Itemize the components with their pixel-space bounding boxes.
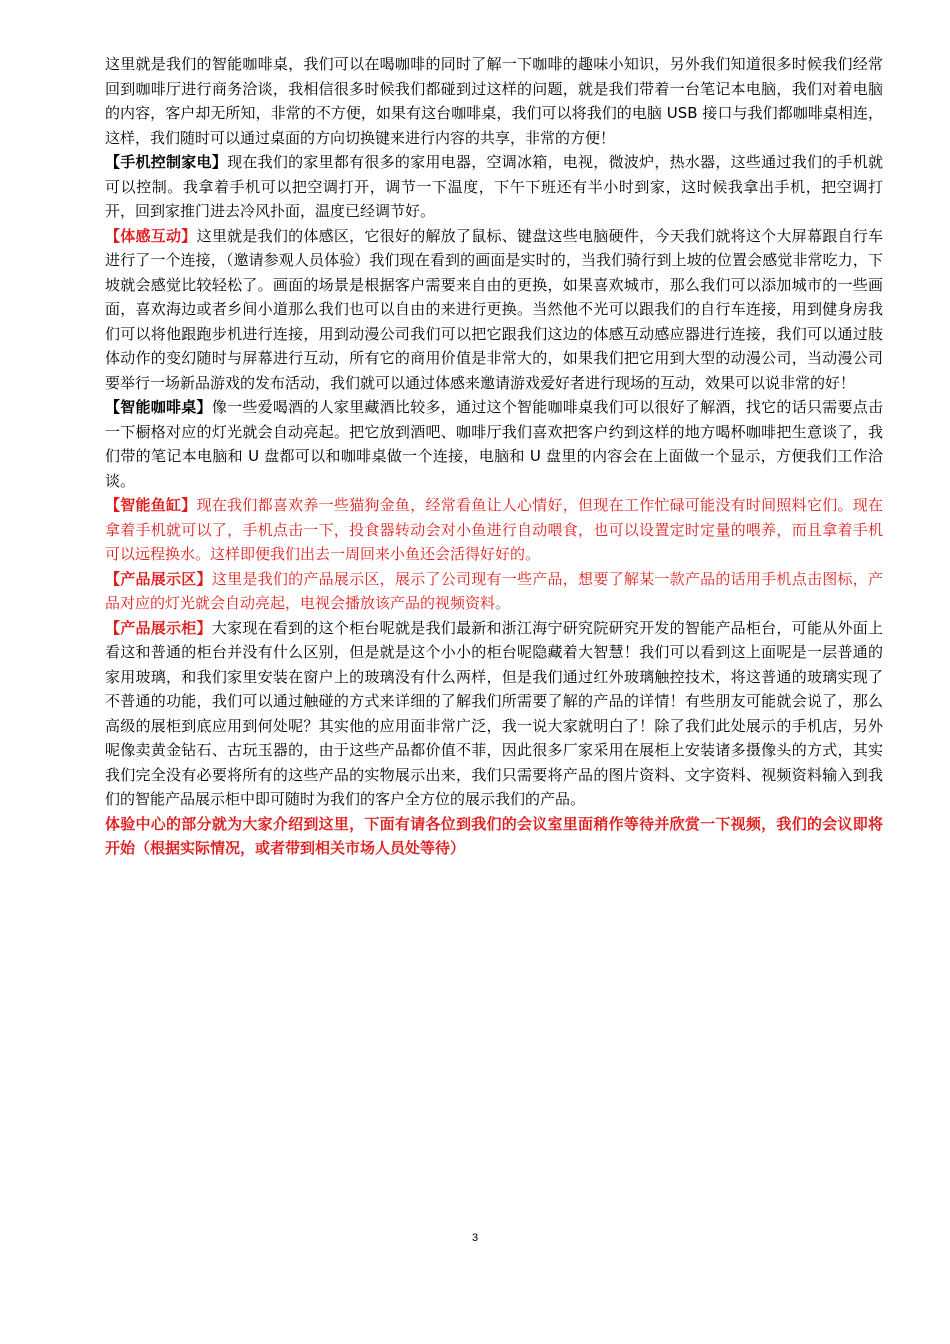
paragraph-smart-coffee-table	[105, 395, 883, 493]
paragraph-phone-control-appliances	[105, 150, 883, 224]
section-heading: 【产品展示柜】	[105, 618, 212, 637]
paragraph-text: 这里就是我们的智能咖啡桌，我们可以在喝咖啡的同时了解一下咖啡的趣味小知识，另外我们知道很多时候我们经常回到咖啡厅进行商务洽谈，我相信很多时候我们都碰到过这样的问题，就是我们带着一台笔记本电脑，我们对着电脑的内容，客户却无所知，非常的不方便，如果有这台咖啡桌，我们可以将我们的电脑 USB 接口与我们都咖啡桌相连，这样，我们随时可以通过桌面的方向切换键来进行内容的共享，非常的方便！	[105, 55, 883, 147]
paragraph-smart-fish-tank	[105, 493, 883, 567]
paragraph-text: 现在我们的家里都有很多的家用电器，空调冰箱，电视，微波炉，热水器，这些通过我们的手机就可以控制。我拿着手机可以把空调打开，调节一下温度，下午下班还有半小时到家，这时候我拿出手机，把空调打开，回到家推门进去冷风扑面，温度已经调节好。	[105, 153, 883, 220]
paragraph-text: 像一些爱喝酒的人家里藏酒比较多，通过这个智能咖啡桌我们可以很好了解酒，找它的话只需要点击一下橱格对应的灯光就会自动亮起。把它放到酒吧、咖啡厅我们喜欢把客户约到这样的地方喝杯咖啡把生意谈了，我们带的笔记本电脑和 U 盘都可以和咖啡桌做一个连接，电脑和 U 盘里的内容会在上面做一个显示，方便我们工作洽谈。	[105, 398, 883, 490]
paragraph-text: 这里是我们的产品展示区，展示了公司现有一些产品，想要了解某一款产品的话用手机点击图标，产品对应的灯光就会自动亮起，电视会播放该产品的视频资料。	[105, 569, 883, 612]
paragraph-product-display-cabinet	[105, 616, 883, 812]
section-heading: 【智能鱼缸】	[105, 496, 197, 514]
section-heading: 【手机控制家电】	[105, 153, 228, 171]
section-heading: 【体感互动】	[105, 226, 197, 245]
page-number: 3	[471, 1232, 479, 1244]
paragraph-product-display-area	[105, 567, 883, 616]
section-heading: 【产品展示区】	[105, 569, 212, 588]
section-heading: 【智能咖啡桌】	[105, 398, 212, 416]
paragraph-text: 这里就是我们的体感区，它很好的解放了鼠标、键盘这些电脑硬件，今天我们就将这个大屏幕跟自行车进行了一个连接，（邀请参观人员体验）我们现在看到的画面是实时的，当我们骑行到上坡的位置会感觉非常吃力，下坡就会感觉比较轻松了。画面的场景是根据客户需要来自由的更换，如果喜欢城市，那么我们可以添加城市的一些画面，喜欢海边或者乡间小道那么我们也可以自由的来进行更换。当然他不光可以跟我们的自行车连接，用到健身房我们可以将他跟跑步机进行连接，用到动漫公司我们可以把它跟我们这边的体感互动感应器进行连接，我们可以通过肢体动作的变幻随时与屏幕进行互动，所有它的商用价值是非常大的，如果我们把它用到大型的动漫公司，当动漫公司要举行一场新品游戏的发布活动，我们就可以通过体感来邀请游戏爱好者进行现场的互动，效果可以说非常的好！	[105, 226, 883, 392]
paragraph-text: 现在我们都喜欢养一些猫狗金鱼，经常看鱼让人心情好，但现在工作忙碌可能没有时间照料它们。现在拿着手机就可以了，手机点击一下，投食器转动会对小鱼进行自动喂食，也可以设置定时定量的喂养，而且拿着手机可以远程换水。这样即便我们出去一周回来小鱼还会活得好好的。	[105, 496, 883, 563]
document-body	[105, 52, 883, 861]
paragraph-closing-remarks	[105, 812, 883, 861]
paragraph-motion-interaction	[105, 224, 883, 396]
paragraph-text: 体验中心的部分就为大家介绍到这里，下面有请各位到我们的会议室里面稍作等待并欣赏一下视频，我们的会议即将开始（根据实际情况，或者带到相关市场人员处等待）	[105, 814, 883, 857]
paragraph-smart-coffee-table-intro	[105, 52, 883, 150]
paragraph-text: 大家现在看到的这个柜台呢就是我们最新和浙江海宁研究院研究开发的智能产品柜台，可能从外面上看这和普通的柜台并没有什么区别，但是就是这个小小的柜台呢隐藏着大智慧！我们可以看到这上面呢是一层普通的家用玻璃，和我们家里安装在窗户上的玻璃没有什么两样，但是我们通过红外玻璃触控技术，将这普通的玻璃实现了不普通的功能，我们可以通过触碰的方式来详细的了解我们所需要了解的产品的详情！有些朋友可能就会说了，那么高级的展柜到底应用到何处呢？其实他的应用面非常广泛，我一说大家就明白了！除了我们此处展示的手机店，另外呢像卖黄金钻石、古玩玉器的，由于这些产品都价值不菲，因此很多厂家采用在展柜上安装诸多摄像头的方式，其实我们完全没有必要将所有的这些产品的实物展示出来，我们只需要将产品的图片资料、文字资料、视频资料输入到我们的智能产品展示柜中即可随时为我们的客户全方位的展示我们的产品。	[105, 618, 883, 808]
